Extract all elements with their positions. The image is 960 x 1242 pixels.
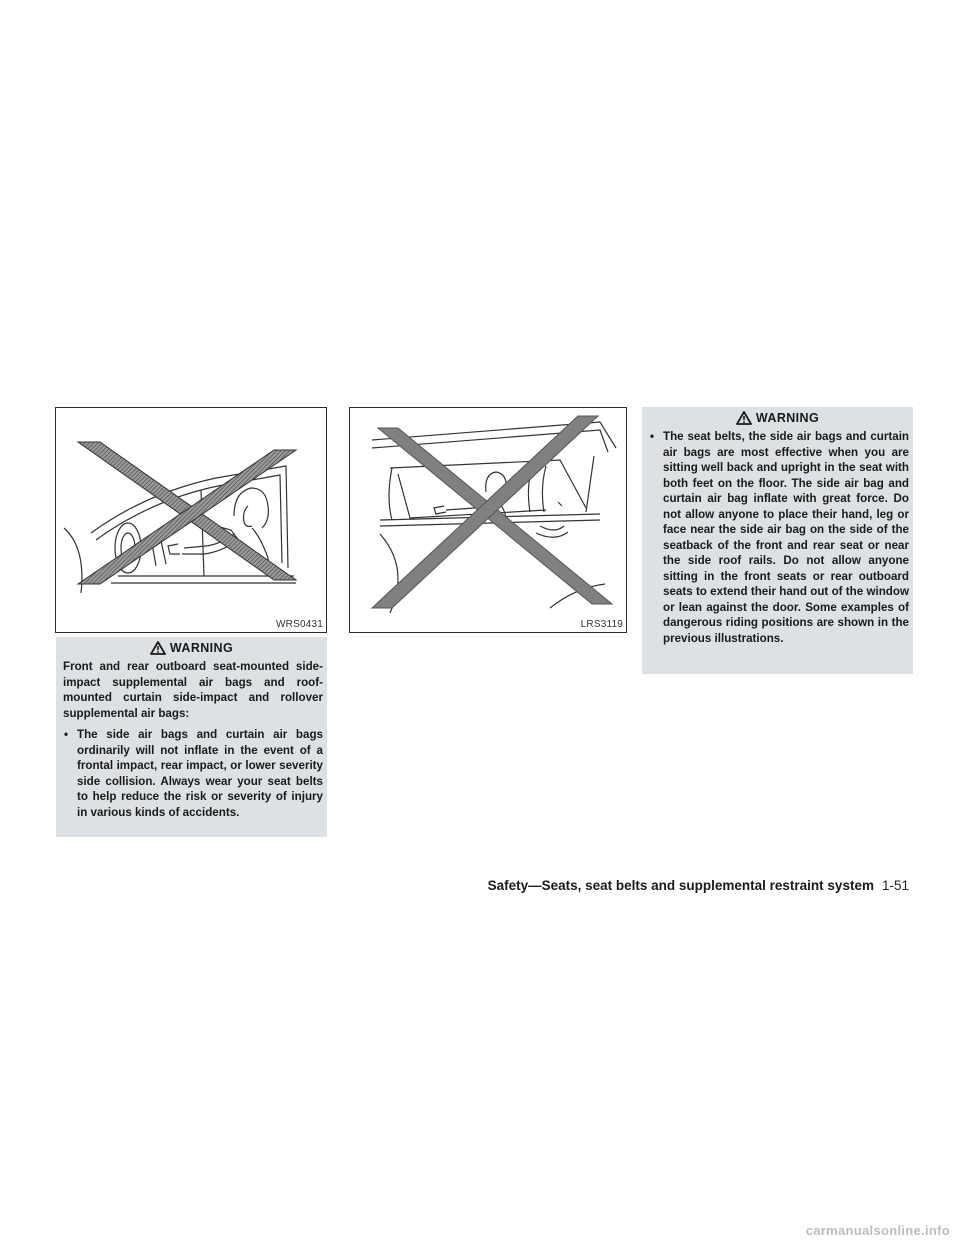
- warning-title: WARNING: [169, 641, 234, 655]
- illustration-driver-window: [55, 407, 327, 633]
- illustration-passenger-window: [349, 407, 627, 633]
- warning-bullet: • The side air bags and curtain air bags ordinarily will not inflate in the event of a frontal impact, rear impact, or lower severity side collision. Always wear your seat belts to help reduce the risk or severity of injury in various kinds of accidents.: [63, 727, 323, 820]
- warning-triangle-icon: [736, 411, 752, 425]
- figure-code: LRS3119: [580, 619, 623, 630]
- page-footer: [420, 878, 909, 893]
- warning-intro: Front and rear outboard seat-mounted side-impact supplemental air bags and roof-mounted curtain side-impact and rollover supplemental air bags:: [63, 660, 323, 720]
- warning-title: WARNING: [755, 411, 820, 425]
- warning-box-right: [642, 407, 913, 674]
- warning-heading: [642, 407, 913, 429]
- warning-triangle-icon: [150, 641, 166, 655]
- illustration-driver-svg: [56, 408, 326, 632]
- warning-heading: [56, 637, 327, 659]
- watermark-text: carmanualsonline.info: [805, 1223, 950, 1238]
- figure-code: WRS0431: [276, 619, 323, 630]
- illustration-passenger-svg: [350, 408, 626, 632]
- page-number: 1-51: [881, 878, 909, 893]
- warning-bullet: • The seat belts, the side air bags and curtain air bags are most effective when you are sitting well back and upright in the seat with both feet on the floor. The side air bag and curtain air bag inflate with great force. Do not allow anyone to place their hand, leg or face near the side air bag on the side of the seatback of the front and rear seat or near the side roof rails. Do not allow anyone sitting in the front seats or rear outboard seats to extend their hand out of the window or lean against the door. Some examples of dangerous riding positions are shown in the previous illustrations.: [649, 429, 909, 646]
- section-title: Safety—Seats, seat belts and supplemental restraint system: [487, 878, 874, 893]
- warning-box-left: [56, 637, 327, 837]
